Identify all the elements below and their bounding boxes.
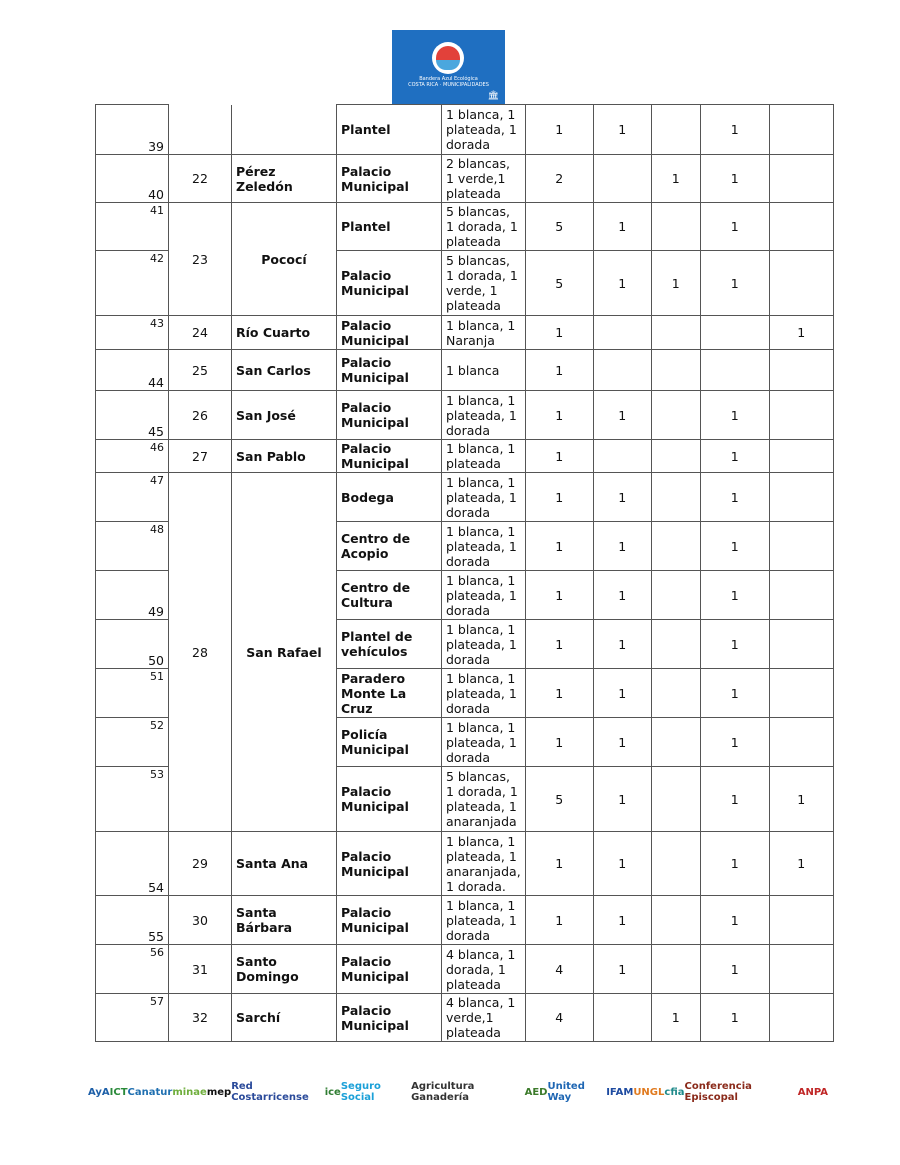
row-index: 54 xyxy=(96,832,169,896)
count-verde xyxy=(651,718,700,767)
count-plateada: 1 xyxy=(593,669,651,718)
canton-name xyxy=(232,105,337,155)
canton-number: 28 xyxy=(169,473,232,832)
row-index: 53 xyxy=(96,767,169,832)
count-verde xyxy=(651,391,700,440)
canton-name: Sarchí xyxy=(232,994,337,1042)
count-dorada: 1 xyxy=(700,994,769,1042)
sponsor-logo-aya: AyA xyxy=(88,1086,110,1098)
count-plateada: 1 xyxy=(593,473,651,522)
site-name: Plantel xyxy=(337,203,442,251)
row-index: 44 xyxy=(96,350,169,391)
site-name: Palacio Municipal xyxy=(337,155,442,203)
count-plateada xyxy=(593,350,651,391)
count-blanca: 1 xyxy=(525,571,593,620)
row-index: 41 xyxy=(96,203,169,251)
sponsor-logo-seguro-social: Seguro Social xyxy=(340,1081,381,1103)
count-verde xyxy=(651,620,700,669)
count-blanca: 5 xyxy=(525,203,593,251)
count-blanca: 1 xyxy=(525,473,593,522)
count-dorada: 1 xyxy=(700,440,769,473)
count-verde xyxy=(651,440,700,473)
flags-description: 1 blanca, 1 Naranja xyxy=(442,316,526,350)
count-dorada: 1 xyxy=(700,945,769,994)
canton-number: 29 xyxy=(169,832,232,896)
count-anaranjada xyxy=(769,522,833,571)
flags-description: 4 blanca, 1 verde,1 plateada xyxy=(442,994,526,1042)
row-index: 55 xyxy=(96,896,169,945)
count-dorada: 1 xyxy=(700,391,769,440)
site-name: Paradero Monte La Cruz xyxy=(337,669,442,718)
site-name: Plantel de vehículos xyxy=(337,620,442,669)
count-dorada: 1 xyxy=(700,620,769,669)
count-plateada: 1 xyxy=(593,896,651,945)
count-anaranjada xyxy=(769,718,833,767)
count-plateada: 1 xyxy=(593,203,651,251)
row-index: 45 xyxy=(96,391,169,440)
count-anaranjada xyxy=(769,620,833,669)
count-dorada: 1 xyxy=(700,571,769,620)
count-blanca: 1 xyxy=(525,669,593,718)
count-dorada: 1 xyxy=(700,155,769,203)
canton-number: 24 xyxy=(169,316,232,350)
sponsor-logo-ice: ice xyxy=(324,1086,341,1098)
count-plateada xyxy=(593,316,651,350)
count-dorada: 1 xyxy=(700,718,769,767)
row-index: 50 xyxy=(96,620,169,669)
site-name: Bodega xyxy=(337,473,442,522)
row-index: 46 xyxy=(96,440,169,473)
count-blanca: 1 xyxy=(525,832,593,896)
count-plateada: 1 xyxy=(593,391,651,440)
sponsor-logo-aed: AED xyxy=(524,1086,548,1098)
count-plateada: 1 xyxy=(593,105,651,155)
count-dorada: 1 xyxy=(700,669,769,718)
count-verde xyxy=(651,522,700,571)
sponsor-logo-red-costarricense: Red Costarricense xyxy=(231,1081,309,1103)
canton-name: San José xyxy=(232,391,337,440)
count-dorada: 1 xyxy=(700,767,769,832)
site-name: Policía Municipal xyxy=(337,718,442,767)
row-index: 48 xyxy=(96,522,169,571)
count-anaranjada xyxy=(769,350,833,391)
row-index: 51 xyxy=(96,669,169,718)
count-verde xyxy=(651,571,700,620)
sponsor-logo-mep: mep xyxy=(206,1086,232,1098)
count-blanca: 1 xyxy=(525,350,593,391)
count-blanca: 2 xyxy=(525,155,593,203)
flags-description: 1 blanca, 1 plateada, 1 dorada xyxy=(442,473,526,522)
canton-number: 30 xyxy=(169,896,232,945)
sponsor-logo-ungl: UNGL xyxy=(633,1086,665,1098)
flags-description: 1 blanca, 1 plateada, 1 dorada xyxy=(442,391,526,440)
site-name: Palacio Municipal xyxy=(337,767,442,832)
count-anaranjada: 1 xyxy=(769,767,833,832)
count-verde xyxy=(651,316,700,350)
count-anaranjada xyxy=(769,391,833,440)
canton-name: San Rafael xyxy=(232,473,337,832)
count-plateada: 1 xyxy=(593,832,651,896)
site-name: Palacio Municipal xyxy=(337,251,442,316)
count-anaranjada xyxy=(769,571,833,620)
flags-description: 1 blanca, 1 plateada, 1 dorada xyxy=(442,571,526,620)
row-index: 57 xyxy=(96,994,169,1042)
row-index: 49 xyxy=(96,571,169,620)
row-index: 56 xyxy=(96,945,169,994)
count-anaranjada xyxy=(769,105,833,155)
canton-name: Pérez Zeledón xyxy=(232,155,337,203)
canton-name: San Pablo xyxy=(232,440,337,473)
count-anaranjada xyxy=(769,945,833,994)
count-anaranjada xyxy=(769,440,833,473)
canton-name: Río Cuarto xyxy=(232,316,337,350)
table-row xyxy=(96,832,834,896)
count-verde xyxy=(651,896,700,945)
site-name: Plantel xyxy=(337,105,442,155)
count-blanca: 1 xyxy=(525,896,593,945)
sponsor-logos xyxy=(88,1062,828,1122)
sponsor-logo-anpa: ANPA xyxy=(797,1086,828,1098)
site-name: Palacio Municipal xyxy=(337,440,442,473)
flags-description: 4 blanca, 1 dorada, 1 plateada xyxy=(442,945,526,994)
count-verde: 1 xyxy=(651,994,700,1042)
sponsor-logo-ifam: IFAM xyxy=(606,1086,634,1098)
count-plateada xyxy=(593,440,651,473)
canton-number: 25 xyxy=(169,350,232,391)
site-name: Palacio Municipal xyxy=(337,316,442,350)
site-name: Palacio Municipal xyxy=(337,896,442,945)
count-dorada: 1 xyxy=(700,105,769,155)
count-anaranjada xyxy=(769,155,833,203)
count-anaranjada xyxy=(769,669,833,718)
count-dorada: 1 xyxy=(700,832,769,896)
count-blanca: 1 xyxy=(525,105,593,155)
canton-number: 22 xyxy=(169,155,232,203)
table-row xyxy=(96,473,834,522)
table-row xyxy=(96,316,834,350)
count-verde xyxy=(651,767,700,832)
table-row xyxy=(96,391,834,440)
count-plateada xyxy=(593,155,651,203)
count-anaranjada xyxy=(769,251,833,316)
count-plateada: 1 xyxy=(593,620,651,669)
count-verde xyxy=(651,945,700,994)
canton-name: Santa Ana xyxy=(232,832,337,896)
row-index: 52 xyxy=(96,718,169,767)
canton-number: 23 xyxy=(169,203,232,316)
building-icon: 🏛 xyxy=(487,91,499,101)
count-plateada: 1 xyxy=(593,571,651,620)
table-row xyxy=(96,350,834,391)
site-name: Palacio Municipal xyxy=(337,350,442,391)
canton-number: 32 xyxy=(169,994,232,1042)
table-row xyxy=(96,440,834,473)
sponsor-logo-conferencia-episcopal: Conferencia Episcopal xyxy=(684,1081,752,1103)
flags-description: 1 blanca, 1 plateada, 1 dorada xyxy=(442,620,526,669)
count-dorada: 1 xyxy=(700,473,769,522)
site-name: Palacio Municipal xyxy=(337,994,442,1042)
count-anaranjada xyxy=(769,994,833,1042)
flags-description: 1 blanca, 1 plateada, 1 dorada xyxy=(442,105,526,155)
row-index: 47 xyxy=(96,473,169,522)
count-plateada: 1 xyxy=(593,251,651,316)
canton-number: 26 xyxy=(169,391,232,440)
count-dorada: 1 xyxy=(700,203,769,251)
count-verde xyxy=(651,105,700,155)
sponsor-logo-united-way: United Way xyxy=(547,1081,585,1103)
count-blanca: 4 xyxy=(525,994,593,1042)
logo-name: Bandera Azul Ecológica xyxy=(419,76,478,82)
flags-description: 1 blanca xyxy=(442,350,526,391)
count-verde xyxy=(651,832,700,896)
flags-description: 1 blanca, 1 plateada, 1 dorada xyxy=(442,669,526,718)
row-index: 40 xyxy=(96,155,169,203)
bandera-azul-emblem-icon xyxy=(432,42,464,74)
count-dorada xyxy=(700,316,769,350)
table-row xyxy=(96,155,834,203)
table-row xyxy=(96,203,834,251)
sponsor-logo-minae: minae xyxy=(172,1086,207,1098)
flags-description: 2 blancas, 1 verde,1 plateada xyxy=(442,155,526,203)
count-anaranjada: 1 xyxy=(769,316,833,350)
flags-description: 5 blancas, 1 dorada, 1 verde, 1 plateada xyxy=(442,251,526,316)
table-row xyxy=(96,945,834,994)
logo-subtitle: COSTA RICA · MUNICIPALIDADES xyxy=(408,82,489,88)
count-dorada: 1 xyxy=(700,896,769,945)
count-blanca: 1 xyxy=(525,522,593,571)
count-plateada: 1 xyxy=(593,767,651,832)
sponsor-logo-cfia: cfia xyxy=(664,1086,685,1098)
count-verde xyxy=(651,350,700,391)
canton-number: 31 xyxy=(169,945,232,994)
site-name: Palacio Municipal xyxy=(337,945,442,994)
count-blanca: 1 xyxy=(525,391,593,440)
site-name: Palacio Municipal xyxy=(337,832,442,896)
count-blanca: 4 xyxy=(525,945,593,994)
site-name: Palacio Municipal xyxy=(337,391,442,440)
row-index: 39 xyxy=(96,105,169,155)
count-verde: 1 xyxy=(651,251,700,316)
count-verde xyxy=(651,669,700,718)
site-name: Centro de Cultura xyxy=(337,571,442,620)
table-row xyxy=(96,896,834,945)
count-dorada: 1 xyxy=(700,251,769,316)
sponsor-logo-agricultura-ganader-a: Agricultura Ganadería xyxy=(411,1081,475,1103)
flags-description: 1 blanca, 1 plateada, 1 dorada xyxy=(442,718,526,767)
count-plateada xyxy=(593,994,651,1042)
count-plateada: 1 xyxy=(593,945,651,994)
canton-number: 27 xyxy=(169,440,232,473)
flags-description: 5 blancas, 1 dorada, 1 plateada, 1 anaranjada xyxy=(442,767,526,832)
count-anaranjada xyxy=(769,203,833,251)
flags-description: 1 blanca, 1 plateada xyxy=(442,440,526,473)
bandera-azul-logo xyxy=(392,30,505,105)
sponsor-logo-ict: ICT xyxy=(109,1086,128,1098)
count-dorada: 1 xyxy=(700,522,769,571)
row-index: 42 xyxy=(96,251,169,316)
table-row xyxy=(96,105,834,155)
count-anaranjada xyxy=(769,896,833,945)
count-dorada xyxy=(700,350,769,391)
canton-name: Santa Bárbara xyxy=(232,896,337,945)
count-blanca: 5 xyxy=(525,251,593,316)
count-blanca: 1 xyxy=(525,718,593,767)
flags-description: 5 blancas, 1 dorada, 1 plateada xyxy=(442,203,526,251)
count-anaranjada xyxy=(769,473,833,522)
count-plateada: 1 xyxy=(593,718,651,767)
sponsor-logo-canatur: Canatur xyxy=(127,1086,173,1098)
count-verde xyxy=(651,203,700,251)
count-verde: 1 xyxy=(651,155,700,203)
canton-number xyxy=(169,105,232,155)
flags-description: 1 blanca, 1 plateada, 1 dorada xyxy=(442,522,526,571)
count-plateada: 1 xyxy=(593,522,651,571)
flags-description: 1 blanca, 1 plateada, 1 anaranjada, 1 dorada. xyxy=(442,832,526,896)
count-verde xyxy=(651,473,700,522)
count-blanca: 5 xyxy=(525,767,593,832)
count-anaranjada: 1 xyxy=(769,832,833,896)
table-row xyxy=(96,994,834,1042)
canton-name: San Carlos xyxy=(232,350,337,391)
count-blanca: 1 xyxy=(525,620,593,669)
count-blanca: 1 xyxy=(525,316,593,350)
count-blanca: 1 xyxy=(525,440,593,473)
canton-name: Santo Domingo xyxy=(232,945,337,994)
flags-description: 1 blanca, 1 plateada, 1 dorada xyxy=(442,896,526,945)
row-index: 43 xyxy=(96,316,169,350)
flags-table xyxy=(95,104,834,1042)
canton-name: Pococí xyxy=(232,203,337,316)
site-name: Centro de Acopio xyxy=(337,522,442,571)
